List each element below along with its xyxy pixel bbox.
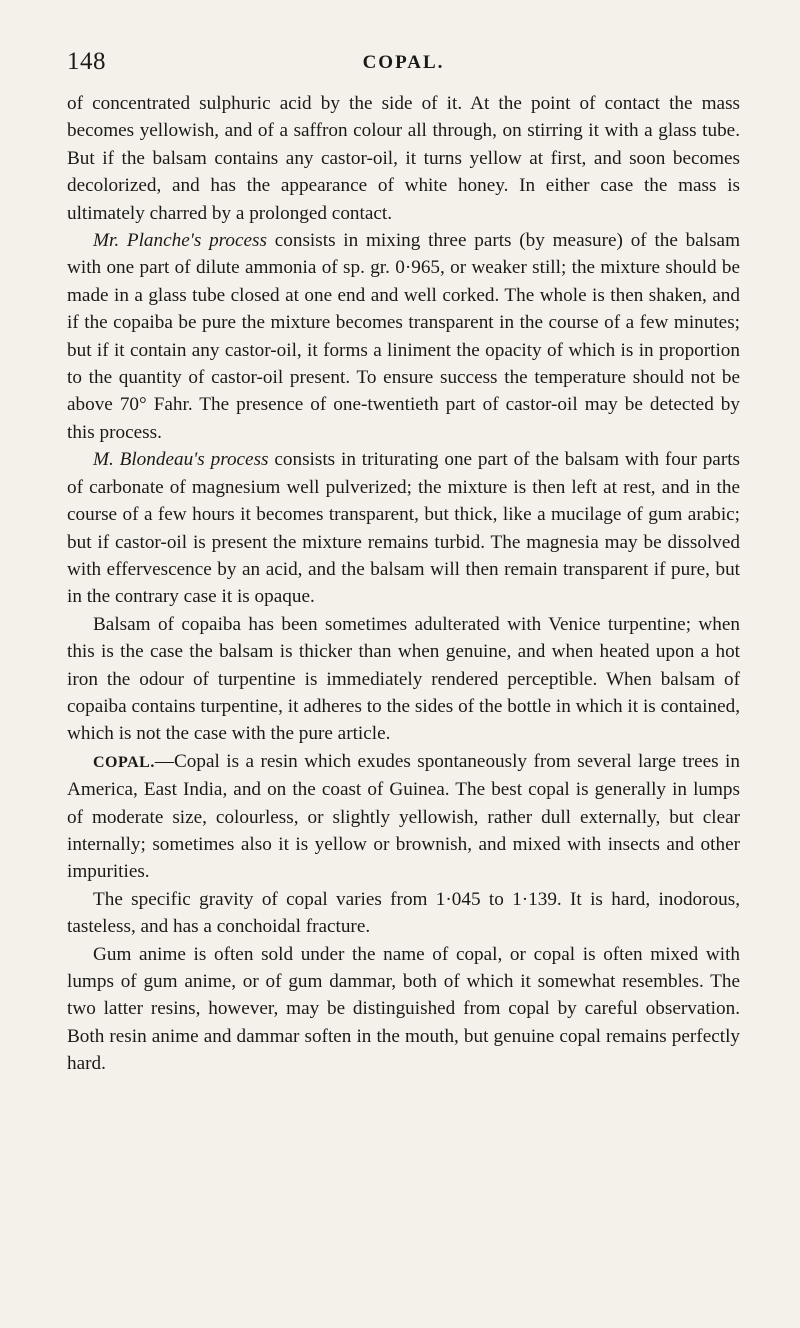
paragraph-venice-turpentine [67, 611, 740, 748]
paragraph-text: Gum anime is often sold under the name of copal, or copal is often mixed with lumps of gum anime, or of gum dammar, both of which it somewhat resembles. The two latter resins, however, may be distinguished from copal by careful observation. Both resin anime and dammar soften in the mouth, but genuine copal remains perfectly hard. [67, 943, 740, 1075]
paragraph-text: consists in mixing three parts (by measure) of the balsam with one part of dilute ammonia of sp. gr. 0·965, or weaker still; the mixture should be made in a glass tube closed at one end and well corked. The whole is then shaken, and if the copaiba be pure the mixture becomes transparent in the course of a few minutes; but if it contain any castor-oil, it forms a liniment the opacity of which is in proportion to the quantity of castor-oil present. To ensure success the temperature should not be above 70° Fahr. The presence of one-twentieth part of castor-oil may be detected by this process. [67, 230, 740, 443]
body-text [67, 90, 740, 1078]
paragraph-lead-in: Mr. Planche's process [93, 230, 267, 252]
paragraph-lead-in: M. Blondeau's process [93, 449, 269, 471]
page-number: 148 [67, 48, 106, 75]
paragraph-blondeau-process [67, 446, 740, 610]
running-head [67, 48, 740, 88]
paragraph-copal-section [67, 748, 740, 886]
paragraph-text: Balsam of copaiba has been sometimes adulterated with Venice turpentine; when this is the case the balsam is thicker than when genuine, and when heated upon a hot iron the odour of turpentine is immediately rendered perceptible. When balsam of copaiba contains turpentine, it adheres to the sides of the bottle in which it is contained, which is not the case with the pure article. [67, 613, 740, 745]
paragraph-sulphuric-acid-test [67, 90, 740, 227]
paragraph-text: of concentrated sulphuric acid by the side of it. At the point of contact the mass becomes yellowish, and of a saffron colour all through, on stirring it with a glass tube. But if the balsam contains any castor-oil, it turns yellow at first, and soon becomes decolorized, and has the appearance of white honey. In either case the mass is ultimately charred by a prolonged contact. [67, 93, 740, 224]
paragraph-text: —Copal is a resin which exudes spontaneously from several large trees in America, East India, and on the coast of Guinea. The best copal is generally in lumps of moderate size, colourless, or slightly yellowish, rather dull externally, but clear internally; sometimes also it is yellow or brownish, and mixed with insects and other impurities. [67, 750, 740, 883]
paragraph-text: The specific gravity of copal varies from 1·045 to 1·139. It is hard, inodorous, tasteless, and has a conchoidal fracture. [67, 888, 740, 938]
paragraph-planche-process [67, 227, 740, 446]
section-heading: COPAL. [93, 753, 155, 771]
paragraph-gum-anime [67, 941, 740, 1078]
running-title: COPAL. [362, 52, 445, 73]
paragraph-specific-gravity [67, 886, 740, 941]
paragraph-text: consists in triturating one part of the balsam with four parts of carbonate of magnesium well pulverized; the mixture is then left at rest, and in the course of a few hours it becomes transparent, but thick, like a mucilage of gum arabic; but if castor-oil is present the mixture remains turbid. The magnesia may be dissolved with effervescence by an acid, and the balsam will then remain transparent if pure, but in the contrary case it is opaque. [67, 449, 741, 608]
